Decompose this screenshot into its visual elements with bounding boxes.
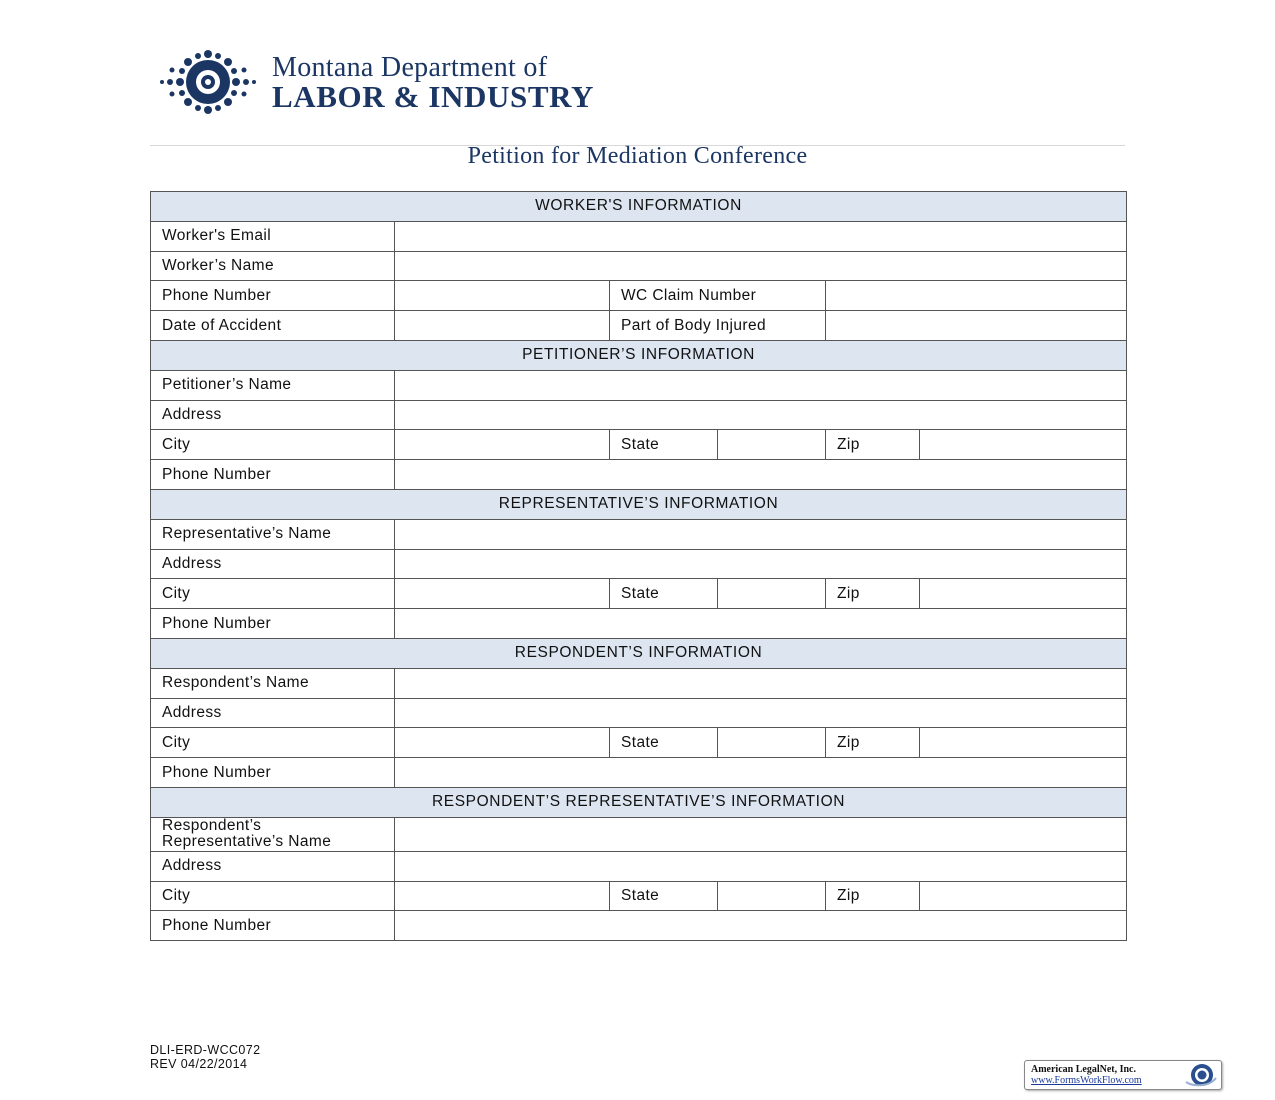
petitioner-city-label: City <box>151 430 395 460</box>
respondent-rep-zip-field[interactable] <box>920 881 1127 911</box>
form-row <box>151 817 1127 851</box>
form-code: DLI-ERD-WCC072 <box>150 1043 261 1057</box>
form-row <box>151 911 1127 941</box>
respondent-name-label: Respondent’s Name <box>151 668 395 698</box>
form-row <box>151 698 1127 728</box>
respondent-zip-field[interactable] <box>920 728 1127 758</box>
respondent-address-field[interactable] <box>395 698 1127 728</box>
section-header-row <box>151 638 1127 668</box>
worker-phone-field[interactable] <box>395 281 610 311</box>
respondent-rep-city-field[interactable] <box>395 881 610 911</box>
respondent-rep-name-label-line1: Respondent’s <box>162 816 262 834</box>
body-part-field[interactable] <box>826 311 1127 341</box>
form-row <box>151 519 1127 549</box>
representative-section-heading: REPRESENTATIVE’S INFORMATION <box>151 489 1127 519</box>
form-row <box>151 881 1127 911</box>
form-row <box>151 668 1127 698</box>
worker-name-field[interactable] <box>395 251 1127 281</box>
department-name <box>272 54 594 112</box>
department-name-line2: LABOR & INDUSTRY <box>272 79 594 114</box>
form-code-block <box>150 1043 260 1071</box>
petitioner-zip-label: Zip <box>826 430 920 460</box>
form-row <box>151 311 1127 341</box>
petitioner-name-field[interactable] <box>395 370 1127 400</box>
representative-state-label: State <box>610 579 718 609</box>
form-row <box>151 400 1127 430</box>
section-header-row <box>151 340 1127 370</box>
form-row <box>151 609 1127 639</box>
section-header-row <box>151 489 1127 519</box>
vendor-link[interactable]: www.FormsWorkFlow.com <box>1031 1075 1142 1086</box>
petitioner-phone-label: Phone Number <box>151 460 395 490</box>
representative-zip-label: Zip <box>826 579 920 609</box>
form-row <box>151 251 1127 281</box>
petitioner-phone-field[interactable] <box>395 460 1127 490</box>
form-row <box>151 851 1127 881</box>
representative-address-label: Address <box>151 549 395 579</box>
representative-phone-label: Phone Number <box>151 609 395 639</box>
petition-form-table <box>150 191 1127 941</box>
form-row <box>151 221 1127 251</box>
representative-name-field[interactable] <box>395 519 1127 549</box>
worker-email-field[interactable] <box>395 221 1127 251</box>
petitioner-section-heading: PETITIONER’S INFORMATION <box>151 340 1127 370</box>
respondent-rep-address-label: Address <box>151 851 395 881</box>
petitioner-address-field[interactable] <box>395 400 1127 430</box>
wc-claim-label: WC Claim Number <box>610 281 826 311</box>
worker-phone-label: Phone Number <box>151 281 395 311</box>
form-row <box>151 430 1127 460</box>
respondent-state-label: State <box>610 728 718 758</box>
respondent-state-field[interactable] <box>718 728 826 758</box>
form-row <box>151 579 1127 609</box>
form-row <box>151 549 1127 579</box>
petitioner-state-field[interactable] <box>718 430 826 460</box>
form-row <box>151 281 1127 311</box>
vendor-name: American LegalNet, Inc. <box>1031 1064 1136 1075</box>
respondent-section-heading: RESPONDENT’S INFORMATION <box>151 638 1127 668</box>
respondent-address-label: Address <box>151 698 395 728</box>
section-header-row <box>151 787 1127 817</box>
petitioner-name-label: Petitioner’s Name <box>151 370 395 400</box>
respondent-rep-name-field[interactable] <box>395 817 1127 851</box>
respondent-city-label: City <box>151 728 395 758</box>
document-title: Petition for Mediation Conference <box>467 143 808 169</box>
form-row <box>151 728 1127 758</box>
respondent-phone-label: Phone Number <box>151 758 395 788</box>
petitioner-address-label: Address <box>151 400 395 430</box>
respondent-rep-zip-label: Zip <box>826 881 920 911</box>
accident-date-label: Date of Accident <box>151 311 395 341</box>
respondent-rep-phone-field[interactable] <box>395 911 1127 941</box>
representative-zip-field[interactable] <box>920 579 1127 609</box>
form-row <box>151 758 1127 788</box>
section-header-row <box>151 192 1127 222</box>
worker-section-heading: WORKER'S INFORMATION <box>151 192 1127 222</box>
respondent-rep-phone-label: Phone Number <box>151 911 395 941</box>
respondent-phone-field[interactable] <box>395 758 1127 788</box>
wc-claim-field[interactable] <box>826 281 1127 311</box>
representative-city-label: City <box>151 579 395 609</box>
respondent-rep-state-label: State <box>610 881 718 911</box>
petitioner-state-label: State <box>610 430 718 460</box>
representative-name-label: Representative’s Name <box>151 519 395 549</box>
form-row <box>151 460 1127 490</box>
respondent-rep-address-field[interactable] <box>395 851 1127 881</box>
representative-address-field[interactable] <box>395 549 1127 579</box>
worker-email-label: Worker's Email <box>151 221 395 251</box>
respondent-rep-section-heading: RESPONDENT’S REPRESENTATIVE’S INFORMATION <box>151 787 1127 817</box>
department-logo <box>160 48 720 118</box>
petitioner-zip-field[interactable] <box>920 430 1127 460</box>
accident-date-field[interactable] <box>395 311 610 341</box>
worker-name-label: Worker’s Name <box>151 251 395 281</box>
respondent-zip-label: Zip <box>826 728 920 758</box>
respondent-rep-state-field[interactable] <box>718 881 826 911</box>
gear-seal-icon <box>160 48 260 116</box>
representative-state-field[interactable] <box>718 579 826 609</box>
representative-phone-field[interactable] <box>395 609 1127 639</box>
respondent-rep-name-label-line2: Representative’s Name <box>162 832 332 850</box>
respondent-city-field[interactable] <box>395 728 610 758</box>
form-row <box>151 370 1127 400</box>
body-part-label: Part of Body Injured <box>610 311 826 341</box>
petitioner-city-field[interactable] <box>395 430 610 460</box>
form-revision: REV 04/22/2014 <box>150 1057 248 1071</box>
globe-swirl-icon <box>1182 1062 1218 1088</box>
department-name-line1: Montana Department of <box>272 52 548 83</box>
respondent-rep-city-label: City <box>151 881 395 911</box>
representative-city-field[interactable] <box>395 579 610 609</box>
respondent-rep-name-label <box>151 817 395 851</box>
vendor-badge[interactable] <box>1024 1060 1222 1090</box>
respondent-name-field[interactable] <box>395 668 1127 698</box>
